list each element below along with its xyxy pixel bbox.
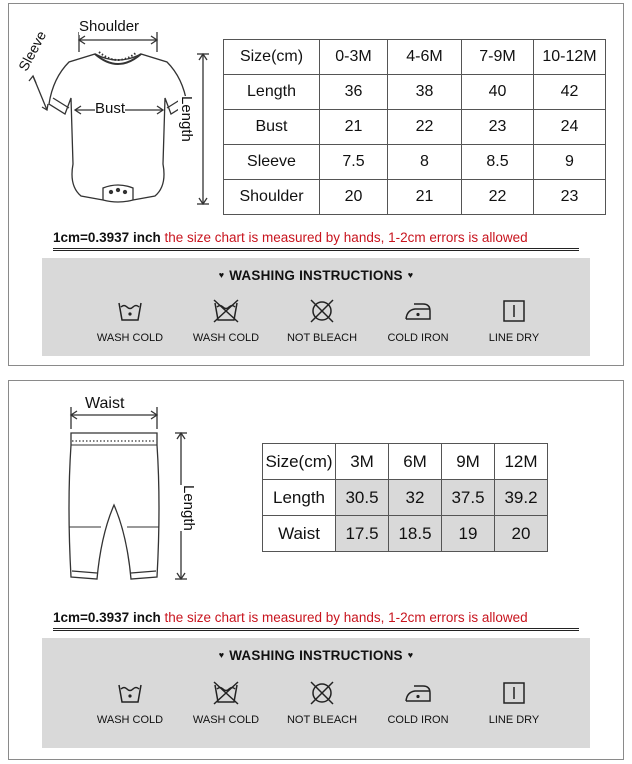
pants-size-table bbox=[262, 443, 548, 552]
divider bbox=[53, 628, 579, 631]
waist-label: Waist bbox=[85, 395, 125, 412]
table-header-cell: 10-12M bbox=[534, 40, 606, 75]
table-row-label: Length bbox=[263, 480, 336, 516]
table-header-cell: 6M bbox=[389, 444, 442, 480]
table-cell: 32 bbox=[389, 480, 442, 516]
care-item-no-wash bbox=[178, 680, 274, 726]
care-label: COLD IRON bbox=[387, 714, 449, 726]
no-bleach-icon bbox=[308, 680, 336, 706]
table-cell: 42 bbox=[534, 75, 606, 110]
care-item-cold-iron bbox=[370, 298, 466, 344]
table-row bbox=[224, 75, 606, 110]
care-item-cold-iron bbox=[370, 680, 466, 726]
table-row-label: Length bbox=[224, 75, 320, 110]
table-cell: 8 bbox=[388, 145, 462, 180]
no-wash-icon bbox=[212, 298, 240, 324]
washing-title-text: WASHING INSTRUCTIONS bbox=[229, 268, 403, 283]
conversion-text: 1cm=0.3937 inch bbox=[53, 610, 161, 625]
length-label: Length bbox=[180, 485, 197, 531]
washing-title bbox=[42, 648, 590, 663]
care-item-wash-cold bbox=[82, 680, 178, 726]
table-cell: 24 bbox=[534, 110, 606, 145]
table-cell: 30.5 bbox=[336, 480, 389, 516]
table-header-cell: 9M bbox=[442, 444, 495, 480]
no-wash-icon bbox=[212, 680, 240, 706]
table-cell: 21 bbox=[388, 180, 462, 215]
cold-iron-icon bbox=[403, 680, 433, 706]
table-header-cell: Size(cm) bbox=[224, 40, 320, 75]
table-cell: 39.2 bbox=[495, 480, 548, 516]
sleeve-label: Sleeve bbox=[15, 28, 50, 74]
washing-instructions-panel bbox=[42, 638, 590, 748]
care-item-no-wash bbox=[178, 298, 274, 344]
table-cell: 22 bbox=[388, 110, 462, 145]
no-bleach-icon bbox=[308, 298, 336, 324]
table-row-label: Waist bbox=[263, 516, 336, 552]
table-cell: 38 bbox=[388, 75, 462, 110]
table-header-row bbox=[263, 444, 548, 480]
table-row-label: Bust bbox=[224, 110, 320, 145]
onesie-diagram-icon bbox=[17, 18, 229, 218]
table-cell: 23 bbox=[534, 180, 606, 215]
table-row-label: Sleeve bbox=[224, 145, 320, 180]
care-item-line-dry bbox=[466, 298, 562, 344]
warning-text: the size chart is measured by hands, 1-2cm errors is allowed bbox=[164, 610, 528, 625]
heart-icon: ♥ bbox=[218, 650, 225, 660]
table-cell: 7.5 bbox=[320, 145, 388, 180]
onesie-size-table bbox=[223, 39, 606, 215]
wash-cold-icon bbox=[116, 298, 144, 324]
table-cell: 20 bbox=[495, 516, 548, 552]
care-label: WASH COLD bbox=[96, 714, 164, 726]
table-cell: 8.5 bbox=[462, 145, 534, 180]
table-cell: 37.5 bbox=[442, 480, 495, 516]
table-cell: 36 bbox=[320, 75, 388, 110]
wash-cold-icon bbox=[116, 680, 144, 706]
pants-size-panel bbox=[8, 380, 624, 760]
table-cell: 23 bbox=[462, 110, 534, 145]
care-label: COLD IRON bbox=[387, 332, 449, 344]
table-cell: 17.5 bbox=[336, 516, 389, 552]
warning-text: the size chart is measured by hands, 1-2cm errors is allowed bbox=[164, 230, 528, 245]
table-row bbox=[224, 110, 606, 145]
line-dry-icon bbox=[500, 298, 528, 324]
care-label: NOT BLEACH bbox=[286, 332, 358, 344]
care-item-wash-cold bbox=[82, 298, 178, 344]
table-row bbox=[263, 516, 548, 552]
table-header-cell: Size(cm) bbox=[263, 444, 336, 480]
table-cell: 18.5 bbox=[389, 516, 442, 552]
care-item-no-bleach bbox=[274, 298, 370, 344]
table-cell: 21 bbox=[320, 110, 388, 145]
divider bbox=[53, 248, 579, 251]
onesie-size-panel bbox=[8, 3, 624, 366]
table-header-cell: 4-6M bbox=[388, 40, 462, 75]
care-label: LINE DRY bbox=[488, 332, 540, 344]
measurement-note bbox=[53, 610, 528, 625]
washing-instructions-panel bbox=[42, 258, 590, 356]
care-label: WASH COLD bbox=[192, 714, 260, 726]
heart-icon: ♥ bbox=[407, 650, 414, 660]
line-dry-icon bbox=[500, 680, 528, 706]
table-row-label: Shoulder bbox=[224, 180, 320, 215]
heart-icon: ♥ bbox=[407, 270, 414, 280]
table-header-cell: 0-3M bbox=[320, 40, 388, 75]
table-cell: 22 bbox=[462, 180, 534, 215]
table-header-cell: 3M bbox=[336, 444, 389, 480]
care-label: NOT BLEACH bbox=[286, 714, 358, 726]
table-row bbox=[263, 480, 548, 516]
measurement-note bbox=[53, 230, 528, 245]
shoulder-label: Shoulder bbox=[79, 18, 140, 35]
washing-title-text: WASHING INSTRUCTIONS bbox=[229, 648, 403, 663]
table-row bbox=[224, 180, 606, 215]
care-label: WASH COLD bbox=[96, 332, 164, 344]
table-cell: 20 bbox=[320, 180, 388, 215]
conversion-text: 1cm=0.3937 inch bbox=[53, 230, 161, 245]
care-label: LINE DRY bbox=[488, 714, 540, 726]
cold-iron-icon bbox=[403, 298, 433, 324]
table-cell: 19 bbox=[442, 516, 495, 552]
table-cell: 9 bbox=[534, 145, 606, 180]
table-row bbox=[224, 145, 606, 180]
care-item-no-bleach bbox=[274, 680, 370, 726]
care-item-line-dry bbox=[466, 680, 562, 726]
table-header-cell: 12M bbox=[495, 444, 548, 480]
heart-icon: ♥ bbox=[218, 270, 225, 280]
bust-label: Bust bbox=[95, 100, 126, 117]
table-header-row bbox=[224, 40, 606, 75]
washing-title bbox=[42, 268, 590, 283]
table-cell: 40 bbox=[462, 75, 534, 110]
table-header-cell: 7-9M bbox=[462, 40, 534, 75]
care-label: WASH COLD bbox=[192, 332, 260, 344]
length-label: Length bbox=[178, 96, 195, 142]
